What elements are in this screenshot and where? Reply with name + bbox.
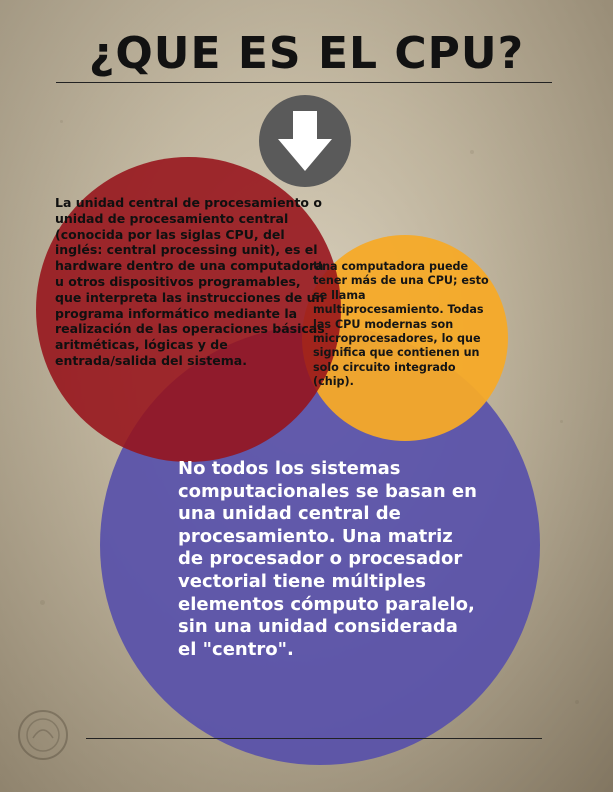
- page-title: ¿QUE ES EL CPU?: [88, 28, 525, 79]
- bottom-divider: [86, 738, 542, 739]
- paper-speck: [575, 700, 579, 704]
- vector-processor-text: No todos los sistemas computacionales se basan en una unidad central de procesamiento. Una matriz de procesador o procesador vectorial tiene múltiples elementos cómputo paralelo, sin una unidad considerada el "centro".: [178, 458, 477, 660]
- arrow-down-icon: [259, 95, 351, 187]
- paper-speck: [60, 120, 63, 123]
- cpu-definition-text: La unidad central de procesamiento o unidad de procesamiento central (conocida por las siglas CPU, del inglés: central processing unit), es el hardware dentro de una computadora u otros dispositivos programables, que interpreta las instrucciones de un programa informático mediante la realización de las operaciones básicas aritméticas, lógicas y de entrada/salida del sistema.: [55, 195, 325, 368]
- paper-speck: [560, 420, 563, 423]
- paper-speck: [40, 600, 45, 605]
- stamp-icon: [8, 700, 78, 770]
- title-underline: [56, 82, 552, 83]
- paper-speck: [470, 150, 474, 154]
- multiprocessing-text: Una computadora puede tener más de una CPU; esto se llama multiprocesamiento. Todas las CPU modernas son microprocesadores, lo que significa que contienen un solo circuito integrado (chip).: [313, 260, 489, 389]
